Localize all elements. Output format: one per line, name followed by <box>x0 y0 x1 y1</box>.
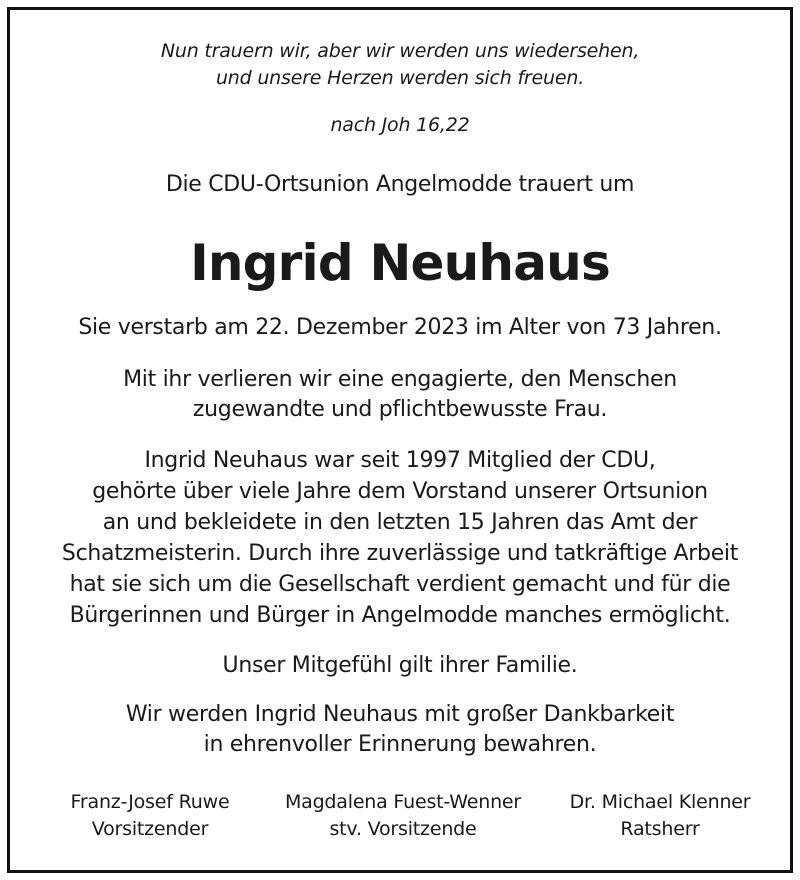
paragraph-line: zugewandte und pflichtbewusste Frau. <box>192 397 608 422</box>
signatory <box>540 789 780 843</box>
signatory-role: Vorsitzender <box>91 818 209 840</box>
paragraph-line: Bürgerinnen und Bürger in Angelmodde manches ermöglicht. <box>69 603 731 628</box>
paragraph-condolence: Unser Mitgefühl gilt ihrer Familie. <box>222 653 578 678</box>
paragraph-line: in ehrenvoller Erinnerung bewahren. <box>203 732 597 757</box>
deceased-name: Ingrid Neuhaus <box>190 234 610 292</box>
paragraph-line: Schatzmeisterin. Durch ihre zuverlässige und tatkräftige Arbeit <box>61 541 739 566</box>
signatory <box>258 789 548 843</box>
motto-line-2: und unsere Herzen werden sich freuen. <box>215 67 585 89</box>
paragraph-line: an und bekleidete in den letzten 15 Jahren das Amt der <box>102 510 698 535</box>
motto-line-1: Nun trauern wir, aber wir werden uns wiedersehen, <box>160 40 640 62</box>
paragraph-line: Mit ihr verlieren wir eine engagierte, den Menschen <box>123 367 677 392</box>
signatories <box>0 789 800 849</box>
signatory-role: stv. Vorsitzende <box>329 818 477 840</box>
signatory-name: Magdalena Fuest-Wenner <box>284 791 522 813</box>
intro-line: Die CDU-Ortsunion Angelmodde trauert um <box>165 172 635 197</box>
signatory <box>40 789 260 843</box>
signatory-name: Dr. Michael Klenner <box>569 791 751 813</box>
death-notice: Sie verstarb am 22. Dezember 2023 im Alter von 73 Jahren. <box>78 315 722 340</box>
signatory-name: Franz-Josef Ruwe <box>70 791 230 813</box>
signatory-role: Ratsherr <box>620 818 700 840</box>
paragraph-biography <box>0 445 800 631</box>
paragraph-line: Wir werden Ingrid Neuhaus mit großer Dankbarkeit <box>125 702 675 727</box>
paragraph-tribute <box>0 365 800 425</box>
paragraph-line: gehörte über viele Jahre dem Vorstand unserer Ortsunion <box>92 479 708 504</box>
paragraph-line: hat sie sich um die Gesellschaft verdient gemacht und für die <box>69 572 731 597</box>
paragraph-line: Ingrid Neuhaus war seit 1997 Mitglied der CDU, <box>144 448 656 473</box>
bible-reference: nach Joh 16,22 <box>330 114 470 136</box>
paragraph-remembrance <box>0 700 800 760</box>
